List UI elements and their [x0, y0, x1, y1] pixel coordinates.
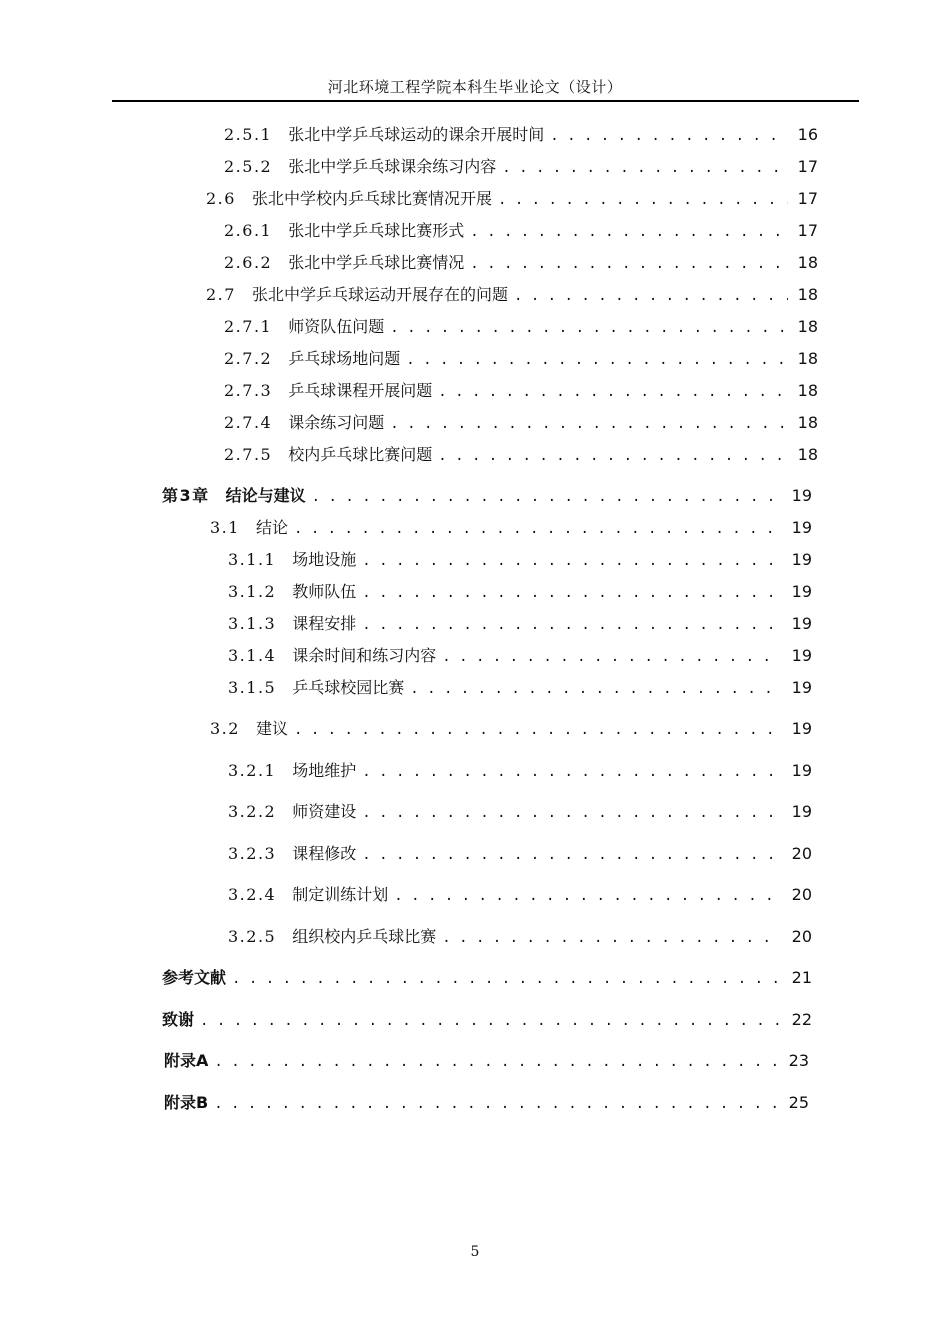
- toc-entry[interactable]: [228, 547, 812, 569]
- toc-entry-title: 结论与建议: [225, 486, 306, 505]
- toc-entry-title: 致谢: [162, 1010, 195, 1029]
- toc-entry-page: 19: [791, 719, 812, 738]
- toc-entry-page: 18: [797, 413, 818, 432]
- toc-leader-dots: [362, 585, 781, 601]
- running-header: 河北环境工程学院本科生毕业论文（设计）: [327, 78, 623, 96]
- toc-leader-dots: [200, 1013, 782, 1029]
- toc-entry-number: 2.6.2: [224, 253, 273, 272]
- toc-entry-page: 19: [791, 486, 812, 505]
- toc-entry-number: 3.2.3: [228, 844, 277, 863]
- toc-entry-number: 2.7.3: [224, 381, 273, 400]
- toc-entry-page: 20: [791, 927, 812, 946]
- toc-leader-dots: [362, 553, 781, 569]
- toc-entry-title: 张北中学乒乓球运动开展存在的问题: [251, 285, 508, 304]
- toc-entry-title: 校内乒乓球比赛问题: [288, 445, 433, 464]
- toc-entry-number: 2.7: [206, 285, 236, 304]
- toc-entry-number: 2.7.1: [224, 317, 273, 336]
- toc-leader-dots: [362, 805, 781, 821]
- toc-entry-page: 18: [797, 381, 818, 400]
- toc-entry-number: 3.1: [210, 518, 240, 537]
- toc-entry-number: 2.7.4: [224, 413, 273, 432]
- toc-leader-dots: [514, 288, 788, 304]
- toc-entry-number: 2.5.2: [224, 157, 273, 176]
- toc-entry-page: 17: [797, 189, 818, 208]
- toc-entry[interactable]: [206, 186, 818, 208]
- toc-entry[interactable]: [228, 924, 812, 946]
- toc-entry-page: 18: [797, 285, 818, 304]
- toc-leader-dots: [502, 160, 787, 176]
- toc-entry-page: 16: [797, 125, 818, 144]
- toc-entry-page: 22: [791, 1010, 812, 1029]
- toc-entry[interactable]: [228, 882, 812, 904]
- toc-entry-page: 19: [791, 614, 812, 633]
- toc-entry-title: 制定训练计划: [292, 885, 389, 904]
- toc-entry[interactable]: [224, 250, 818, 272]
- toc-leader-dots: [362, 764, 781, 780]
- toc-entry-page: 19: [791, 646, 812, 665]
- page-number: 5: [470, 1244, 480, 1260]
- toc-leader-dots: [390, 320, 787, 336]
- toc-entry-title: 组织校内乒乓球比赛: [292, 927, 437, 946]
- toc-entry[interactable]: [224, 154, 818, 176]
- toc-entry-title: 参考文献: [162, 968, 227, 987]
- toc-references[interactable]: [162, 965, 812, 987]
- toc-entry[interactable]: [210, 716, 812, 738]
- toc-entry[interactable]: [228, 841, 812, 863]
- toc-entry-number: 3.1.2: [228, 582, 277, 601]
- toc-entry-page: 18: [797, 317, 818, 336]
- toc-entry-title: 教师队伍: [292, 582, 357, 601]
- toc-entry-title: 建议: [255, 719, 288, 738]
- toc-entry-page: 17: [797, 157, 818, 176]
- toc-entry-title: 附录B: [164, 1093, 209, 1112]
- toc-entry[interactable]: [228, 643, 812, 665]
- toc-entry-number: 3.2.4: [228, 885, 277, 904]
- toc-entry-title: 课余练习问题: [288, 413, 385, 432]
- toc-entry-title: 附录A: [164, 1051, 209, 1070]
- toc-entry-number: 2.7.2: [224, 349, 273, 368]
- toc-leader-dots: [498, 192, 788, 208]
- toc-leader-dots: [442, 930, 781, 946]
- toc-leader-dots: [470, 256, 787, 272]
- toc-entry-number: 3.2.1: [228, 761, 277, 780]
- toc-entry-page: 19: [791, 550, 812, 569]
- toc-leader-dots: [470, 224, 787, 240]
- toc-entry-number: 第3章: [162, 486, 210, 505]
- toc-entry-title: 乒乓球场地问题: [288, 349, 401, 368]
- toc-leader-dots: [550, 128, 787, 144]
- toc-leader-dots: [362, 617, 781, 633]
- toc-entry[interactable]: [224, 218, 818, 240]
- toc-leader-dots: [406, 352, 787, 368]
- toc-entry-title: 乒乓球课程开展问题: [288, 381, 433, 400]
- toc-entry-title: 张北中学校内乒乓球比赛情况开展: [251, 189, 492, 208]
- toc-entry-page: 18: [797, 253, 818, 272]
- toc-entry-number: 3.1.1: [228, 550, 277, 569]
- toc-leader-dots: [214, 1096, 778, 1112]
- toc-leader-dots: [438, 384, 787, 400]
- toc-entry-number: 3.2.5: [228, 927, 277, 946]
- toc-entry[interactable]: [228, 579, 812, 601]
- toc-entry-page: 19: [791, 802, 812, 821]
- toc-entry[interactable]: [228, 799, 812, 821]
- toc-entry-title: 张北中学乒乓球比赛情况: [288, 253, 465, 272]
- toc-entry[interactable]: [228, 758, 812, 780]
- toc-entry[interactable]: [224, 314, 818, 336]
- toc-entry-number: 3.2: [210, 719, 240, 738]
- toc-entry-page: 21: [791, 968, 812, 987]
- toc-entry-page: 19: [791, 761, 812, 780]
- toc-entry-title: 课程修改: [292, 844, 357, 863]
- toc-entry[interactable]: [224, 378, 818, 400]
- toc-chapter[interactable]: [162, 483, 812, 505]
- toc-entry-number: 3.1.4: [228, 646, 277, 665]
- toc-entry-page: 17: [797, 221, 818, 240]
- toc-entry-page: 18: [797, 445, 818, 464]
- toc-entry-number: 2.6: [206, 189, 236, 208]
- toc-entry-page: 23: [788, 1051, 809, 1070]
- toc-entry-page: 19: [791, 678, 812, 697]
- toc-entry-page: 20: [791, 885, 812, 904]
- toc-entry-title: 张北中学乒乓球课余练习内容: [288, 157, 497, 176]
- toc-entry-number: 3.1.3: [228, 614, 277, 633]
- toc-entry-title: 师资队伍问题: [288, 317, 385, 336]
- toc-entry-title: 乒乓球校园比赛: [292, 678, 405, 697]
- toc-entry-title: 场地维护: [292, 761, 357, 780]
- toc-appendix-a[interactable]: [164, 1048, 809, 1070]
- toc-entry-title: 张北中学乒乓球比赛形式: [288, 221, 465, 240]
- toc-entry-number: 2.6.1: [224, 221, 273, 240]
- toc-entry[interactable]: [224, 346, 818, 368]
- toc-leader-dots: [232, 971, 782, 987]
- toc-entry[interactable]: [224, 122, 818, 144]
- toc-entry-number: 3.2.2: [228, 802, 277, 821]
- toc-leader-dots: [362, 847, 781, 863]
- toc-leader-dots: [294, 521, 782, 537]
- toc-entry-title: 结论: [255, 518, 288, 537]
- toc-entry-title: 张北中学乒乓球运动的课余开展时间: [288, 125, 545, 144]
- toc-entry[interactable]: [228, 675, 812, 697]
- toc-leader-dots: [442, 649, 781, 665]
- toc-leader-dots: [214, 1054, 778, 1070]
- toc-leader-dots: [294, 722, 782, 738]
- toc-entry-page: 19: [791, 518, 812, 537]
- toc-appendix-b[interactable]: [164, 1090, 809, 1112]
- toc-leader-dots: [438, 448, 787, 464]
- toc-entry-page: 19: [791, 582, 812, 601]
- toc-entry-page: 18: [797, 349, 818, 368]
- toc-acknowledgements[interactable]: [162, 1007, 812, 1029]
- toc-entry-number: 2.5.1: [224, 125, 273, 144]
- toc-entry-title: 师资建设: [292, 802, 357, 821]
- toc-entry[interactable]: [224, 442, 818, 464]
- toc-leader-dots: [312, 489, 782, 505]
- toc-entry-number: 2.7.5: [224, 445, 273, 464]
- toc-entry-title: 场地设施: [292, 550, 357, 569]
- toc-entry-number: 3.1.5: [228, 678, 277, 697]
- toc-entry[interactable]: [210, 515, 812, 537]
- toc-entry[interactable]: [224, 410, 818, 432]
- toc-entry-page: 20: [791, 844, 812, 863]
- toc-leader-dots: [390, 416, 787, 432]
- toc-leader-dots: [410, 681, 781, 697]
- toc-entry-title: 课程安排: [292, 614, 357, 633]
- toc-entry-page: 25: [788, 1093, 809, 1112]
- toc-entry-title: 课余时间和练习内容: [292, 646, 437, 665]
- toc-entry[interactable]: [228, 611, 812, 633]
- toc-entry[interactable]: [206, 282, 818, 304]
- toc-leader-dots: [394, 888, 781, 904]
